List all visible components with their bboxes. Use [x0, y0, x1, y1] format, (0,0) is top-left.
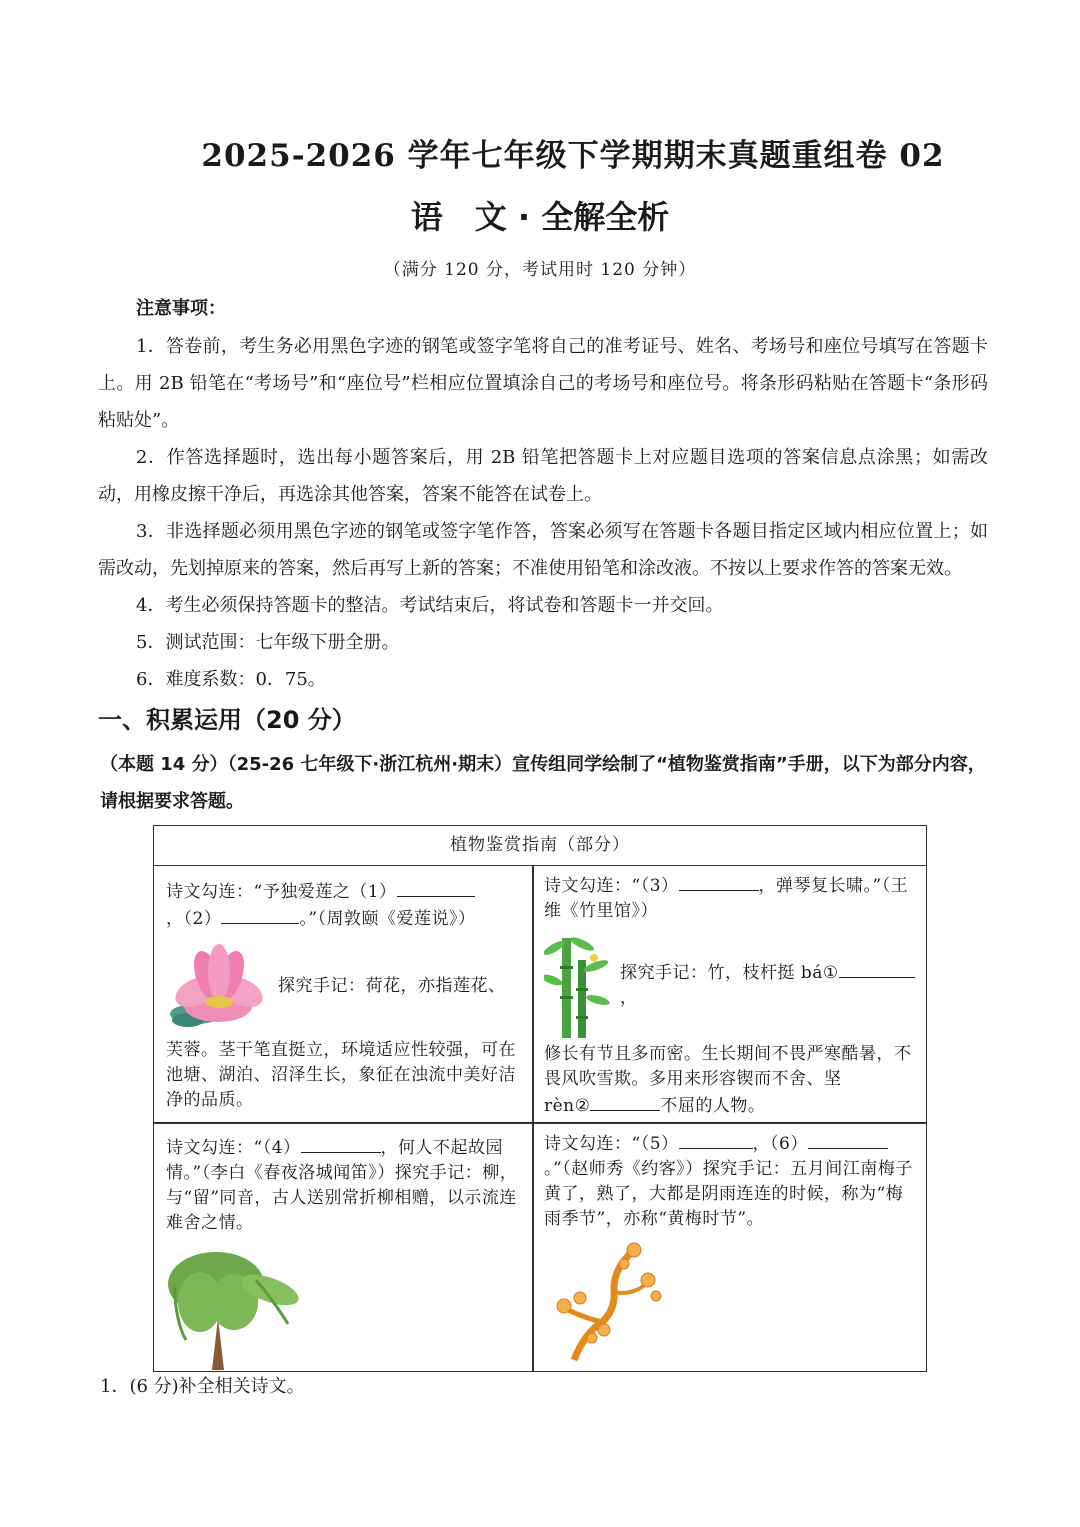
lotus-poem-text: 诗文勾连：“予独爱莲之（1）	[166, 882, 397, 902]
plum-poem-text: ，（6）	[752, 1134, 808, 1154]
answer-blank-2[interactable]	[221, 905, 299, 924]
exam-subtitle: 语 文 · 全解全析	[410, 198, 670, 236]
plum-poem-text: 。”（赵师秀《约客》）探究手记：五月间江南梅子黄了，熟了，大都是阴雨连连的时候，称为“梅雨季节”，亦称“黄梅时节”。	[544, 1159, 913, 1229]
willow-poem-text: ，何人不起故园情。”（李白《春夜洛城闻笛》）探究手记：柳，与“留”同音，古人送别常折柳相赠，以示流连难舍之情。	[166, 1138, 518, 1233]
bamboo-poem	[544, 872, 918, 924]
willow-poem-text: 诗文勾连：“（4）	[166, 1138, 301, 1158]
section-heading: 一、积累运用（20 分）	[98, 706, 356, 734]
notice-item: 2．作答选择题时，选出每小题答案后，用 2B 铅笔把答题卡上对应题目选项的答案信息点涂黑；如需改动，用橡皮擦干净后，再选涂其他答案，答案不能答在试卷上。	[98, 447, 988, 505]
answer-blank-ba[interactable]	[839, 959, 915, 978]
notice-item: 1．答卷前，考生务必用黑色字迹的钢笔或签字笔将自己的准考证号、姓名、考场号和座位号填写在答题卡上。用 2B 铅笔在“考场号”和“座位号”栏相应位置填涂自己的考场号和座位号。将条形码粘贴在答题卡“条形码粘贴处”。	[98, 336, 988, 431]
answer-blank-4[interactable]	[301, 1134, 381, 1153]
bamboo-note-text: 探究手记：竹，枝杆挺 bá①	[620, 963, 839, 983]
bamboo-note-line	[620, 959, 918, 1011]
plum-cell	[544, 1130, 918, 1370]
lotus-note-body: 芙蓉。茎干笔直挺立，环境适应性较强，可在池塘、湖泊、沼泽生长，象征在浊流中美好洁净的品质。	[166, 1040, 516, 1110]
exam-title	[0, 130, 1080, 175]
lotus-poem-text: ，（2）	[166, 909, 222, 929]
plum-poem-text: 诗文勾连：“（5）	[544, 1134, 679, 1154]
bamboo-note-end	[544, 1092, 918, 1119]
plum-blossom-icon	[544, 1238, 664, 1362]
lotus-flower-icon	[166, 940, 270, 1032]
lotus-poem	[166, 878, 524, 932]
answer-blank-1[interactable]	[397, 878, 475, 897]
plant-guide-table	[153, 825, 927, 1372]
notice-title: 注意事项：	[136, 298, 226, 319]
answer-blank-5[interactable]	[679, 1130, 753, 1149]
notice-item: 6．难度系数：0．75。	[136, 669, 326, 690]
exam-title-text: 2025-2026 学年七年级下学期期末真题重组卷 02	[201, 138, 945, 174]
bamboo-icon	[544, 930, 610, 1040]
lotus-note-text: 探究手记：荷花，亦指莲花、	[278, 975, 506, 996]
answer-blank-3[interactable]	[679, 872, 759, 891]
plant-guide-header: 植物鉴赏指南（部分）	[154, 826, 926, 866]
plum-text	[544, 1130, 918, 1232]
bamboo-poem-text: ，弹琴复长啸。”（王维《竹里馆》）	[544, 876, 909, 921]
lotus-note-row	[166, 940, 524, 1032]
bamboo-note-text: 不屈的人物。	[660, 1096, 766, 1116]
bamboo-note-text: rèn②	[544, 1096, 591, 1116]
table-divider-horizontal	[154, 1122, 926, 1124]
notice-list	[98, 328, 988, 698]
bamboo-note-text: ，	[620, 988, 638, 1008]
bamboo-note-body: 修长有节且多而密。生长期间不畏严寒酷暑，不畏风吹雪欺。多用来形容锲而不舍、坚	[544, 1044, 912, 1089]
bamboo-note-row	[544, 930, 918, 1040]
answer-blank-6[interactable]	[808, 1130, 888, 1149]
willow-tree-icon	[166, 1244, 316, 1372]
question-1: 1．(6 分)补全相关诗文。	[100, 1376, 305, 1397]
notice-item: 5．测试范围：七年级下册全册。	[136, 632, 400, 653]
willow-text	[166, 1134, 524, 1236]
lotus-cell	[166, 878, 524, 1113]
score-line: （满分 120 分，考试用时 120 分钟）	[383, 260, 697, 280]
bamboo-cell	[544, 872, 918, 1119]
table-divider-vertical	[532, 865, 534, 1371]
answer-blank-ren[interactable]	[590, 1092, 660, 1111]
notice-item: 3．非选择题必须用黑色字迹的钢笔或签字笔作答，答案必须写在答题卡各题目指定区域内相应位置上；如需改动，先划掉原来的答案，然后再写上新的答案；不准使用铅笔和涂改液。不按以上要求作答的答案无效。	[98, 521, 988, 579]
bamboo-poem-text: 诗文勾连：“（3）	[544, 876, 679, 896]
notice-item: 4．考生必须保持答题卡的整洁。考试结束后，将试卷和答题卡一并交回。	[136, 595, 724, 616]
section-intro: （本题 14 分）（25-26 七年级下·浙江杭州·期末）宣传组同学绘制了“植物鉴赏指南”手册，以下为部分内容，请根据要求答题。	[100, 754, 986, 812]
lotus-poem-text: 。”（周敦颐《爱莲说》）	[299, 909, 476, 929]
willow-cell	[166, 1134, 524, 1380]
